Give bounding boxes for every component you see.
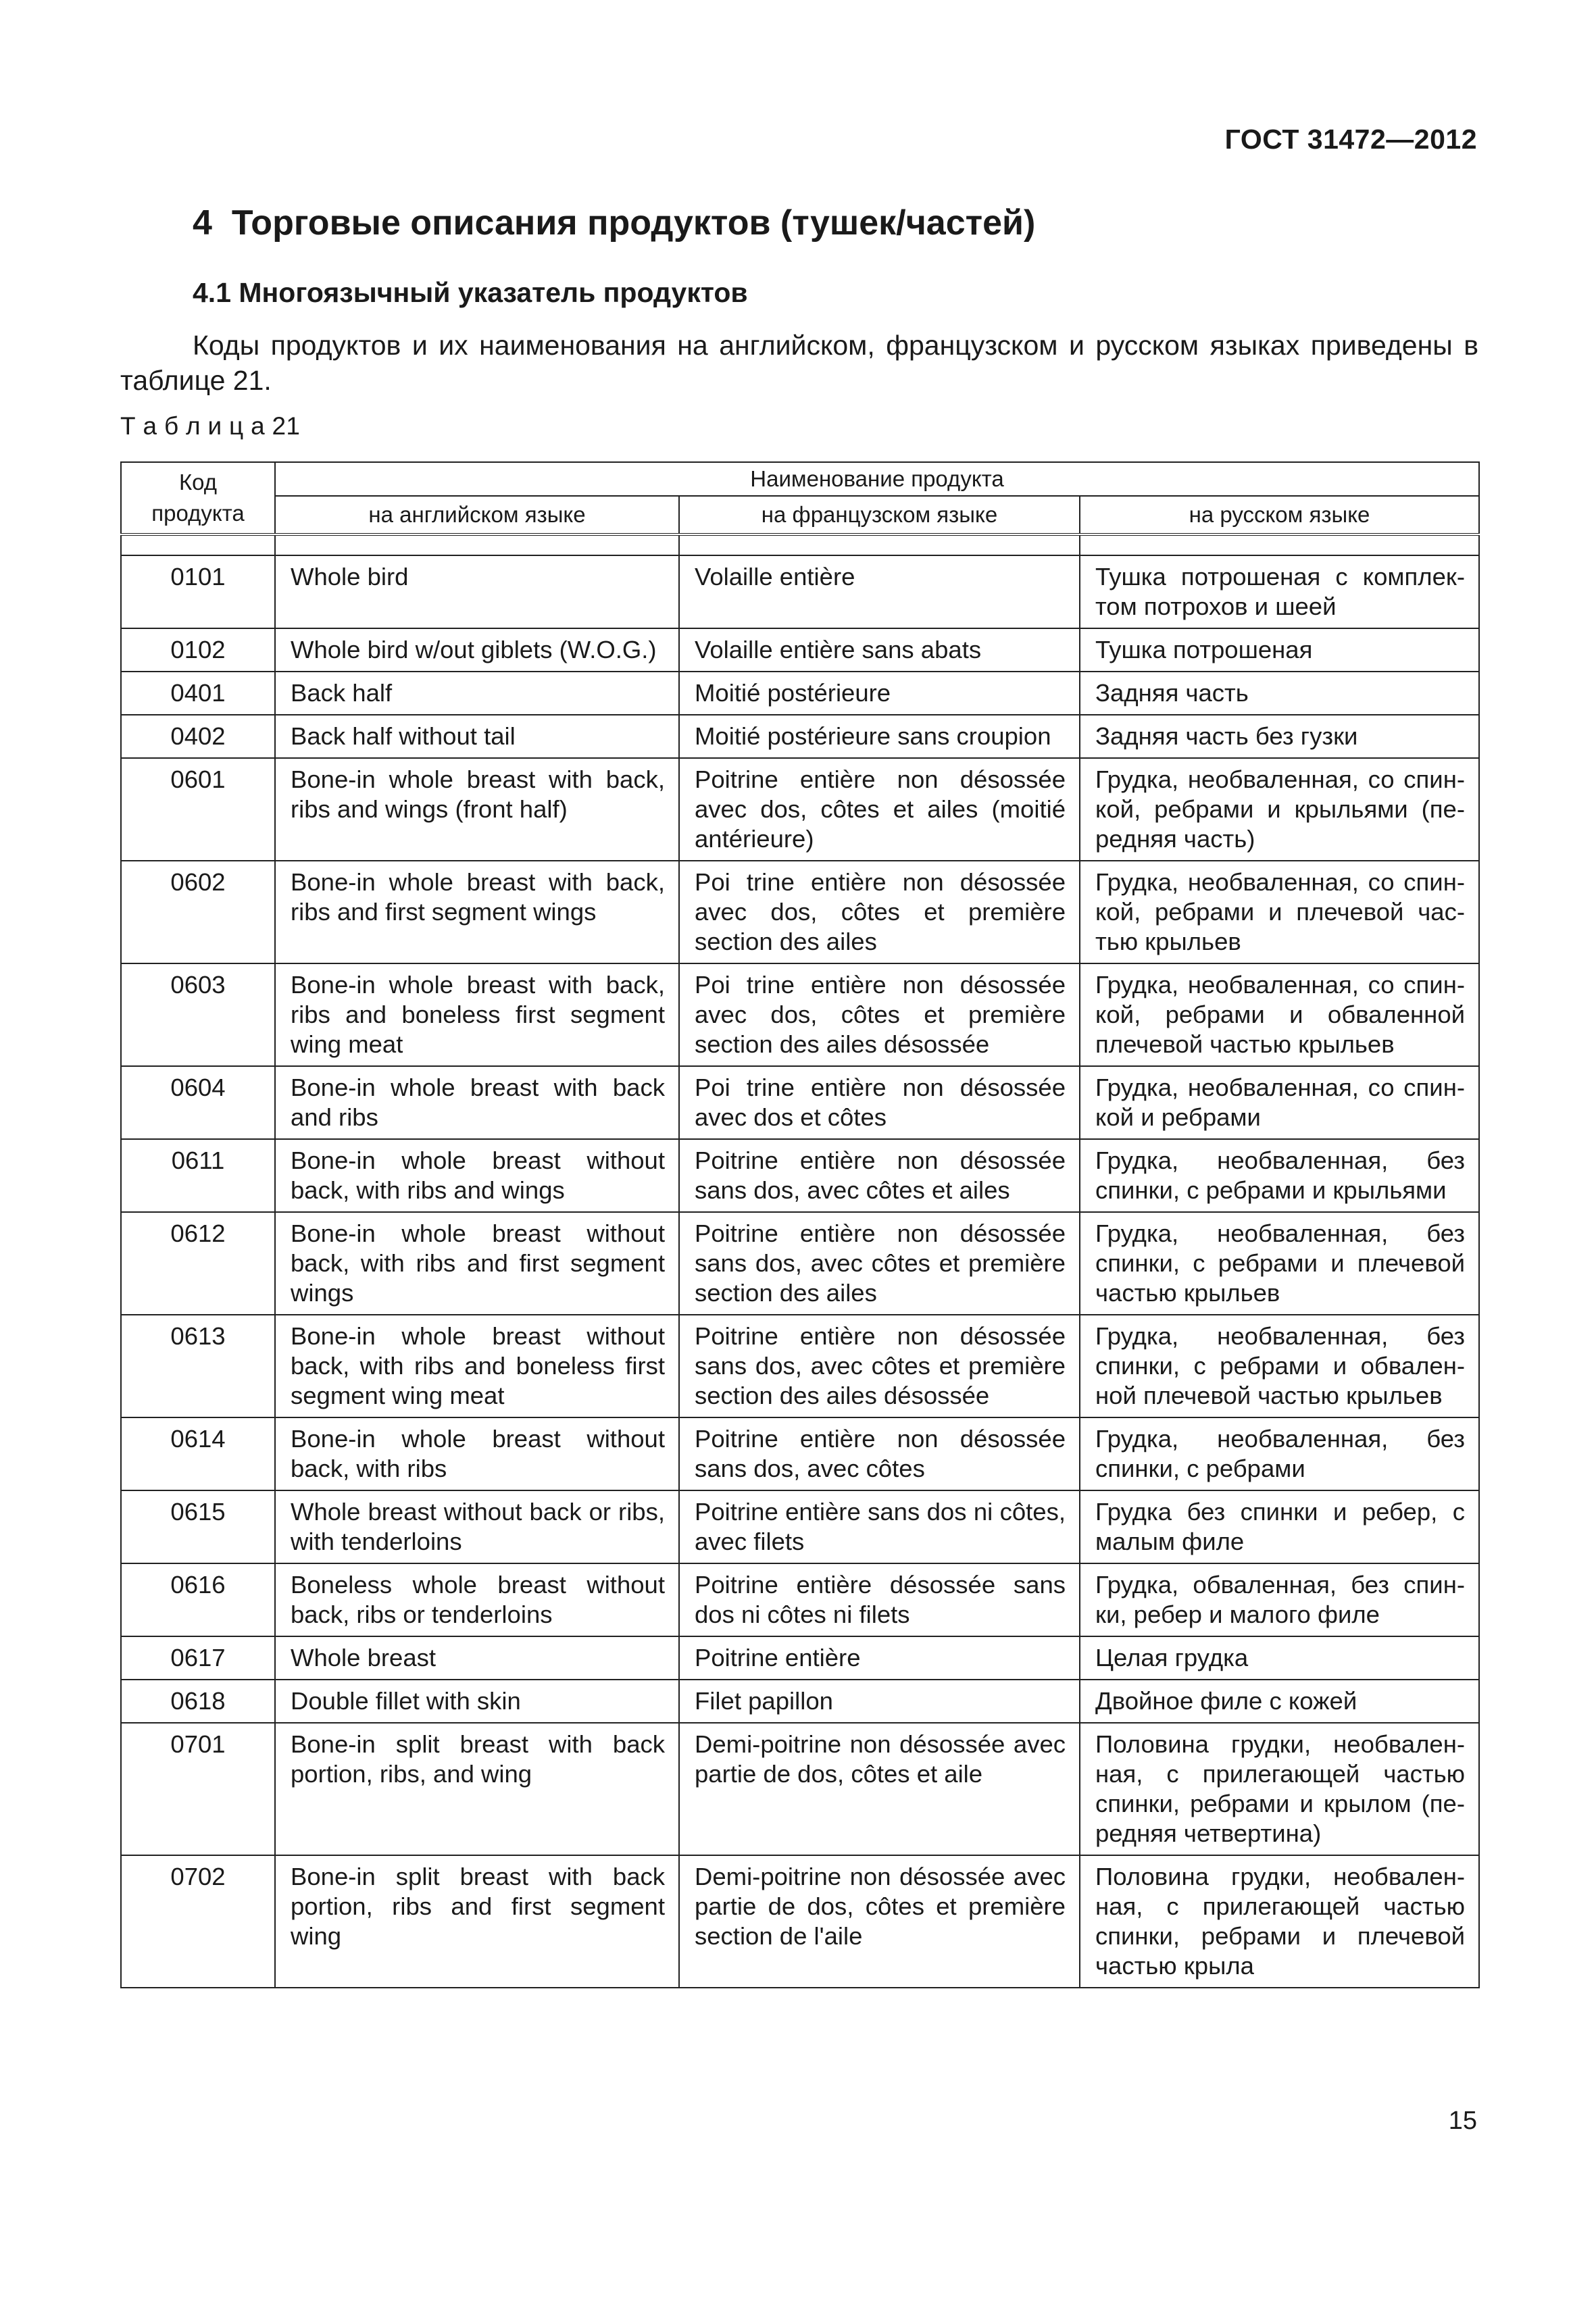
header-code-label: Код продукта [151, 470, 245, 526]
english-name-cell: Bone-in whole breast with back, ribs and first segment wings [275, 861, 679, 963]
table-row [121, 1212, 1479, 1315]
table-row [121, 1417, 1479, 1490]
french-name-cell: Poitrine entière non désossée sans dos, avec côtes et première section des ailes désossée [679, 1315, 1080, 1417]
product-code-cell: 0613 [121, 1315, 275, 1417]
header-english: на английском языке [275, 496, 679, 534]
table-row [121, 672, 1479, 715]
french-name-cell: Volaille entière [679, 555, 1080, 628]
french-name-cell: Poi trine entière non désossée avec dos, côtes et première section des ailes [679, 861, 1080, 963]
french-name-cell: Poitrine entière désossée sans dos ni côtes ni filets [679, 1563, 1080, 1636]
french-name-cell: Volaille entière sans abats [679, 628, 1080, 672]
russian-name-cell: Целая грудка [1080, 1636, 1479, 1680]
product-code-cell: 0603 [121, 963, 275, 1066]
english-name-cell: Boneless whole breast without back, ribs or tenderloins [275, 1563, 679, 1636]
product-code-cell: 0612 [121, 1212, 275, 1315]
french-name-cell: Poitrine entière non désossée sans dos, avec côtes et ailes [679, 1139, 1080, 1212]
product-code-cell: 0601 [121, 758, 275, 861]
product-code-cell: 0401 [121, 672, 275, 715]
french-name-cell: Moitié postérieure sans croupion [679, 715, 1080, 758]
table-row [121, 963, 1479, 1066]
table-body [121, 555, 1479, 1988]
english-name-cell: Whole bird w/out giblets (W.O.G.) [275, 628, 679, 672]
russian-name-cell: Задняя часть [1080, 672, 1479, 715]
russian-name-cell: Грудка, необваленная, без спинки, с ребрами [1080, 1417, 1479, 1490]
russian-name-cell: Тушка потрошеная с комплектом потрохов и шеей [1080, 555, 1479, 628]
product-code-cell: 0615 [121, 1490, 275, 1563]
table-row [121, 555, 1479, 628]
english-name-cell: Bone-in whole breast with back, ribs and wings (front half) [275, 758, 679, 861]
french-name-cell: Poitrine entière non désossée avec dos, côtes et ailes (moitié antérieure) [679, 758, 1080, 861]
product-code-cell: 0616 [121, 1563, 275, 1636]
english-name-cell: Whole bird [275, 555, 679, 628]
product-code-cell: 0618 [121, 1680, 275, 1723]
english-name-cell: Whole breast [275, 1636, 679, 1680]
table-row [121, 861, 1479, 963]
product-code-cell: 0102 [121, 628, 275, 672]
french-name-cell: Filet papillon [679, 1680, 1080, 1723]
russian-name-cell: Двойное филе с кожей [1080, 1680, 1479, 1723]
table-row [121, 715, 1479, 758]
russian-name-cell: Тушка потрошеная [1080, 628, 1479, 672]
russian-name-cell: Грудка без спинки и ребер, с малым филе [1080, 1490, 1479, 1563]
product-code-cell: 0617 [121, 1636, 275, 1680]
french-name-cell: Poitrine entière [679, 1636, 1080, 1680]
russian-name-cell: Грудка, необваленная, со спинкой и ребрами [1080, 1066, 1479, 1139]
russian-name-cell: Грудка, необваленная, без спинки, с ребрами и крыльями [1080, 1139, 1479, 1212]
table-row [121, 1855, 1479, 1988]
english-name-cell: Back half without tail [275, 715, 679, 758]
header-russian: на русском языке [1080, 496, 1479, 534]
english-name-cell: Bone-in whole breast without back, with ribs [275, 1417, 679, 1490]
english-name-cell: Bone-in whole breast without back, with ribs and wings [275, 1139, 679, 1212]
header-separator [121, 534, 1479, 555]
subsection-title: 4.1 Многоязычный указатель продуктов [193, 277, 748, 308]
french-name-cell: Poitrine entière non désossée sans dos, avec côtes [679, 1417, 1080, 1490]
product-code-cell: 0702 [121, 1855, 275, 1988]
table-row [121, 1139, 1479, 1212]
header-french: на французском языке [679, 496, 1080, 534]
table-row [121, 758, 1479, 861]
russian-name-cell: Половина грудки, необваленная, с прилегающей частью спинки, ребрами и крылом (передняя четвертина) [1080, 1723, 1479, 1855]
russian-name-cell: Грудка, необваленная, без спинки, с ребрами и обваленной плечевой частью крыльев [1080, 1315, 1479, 1417]
table-row [121, 1315, 1479, 1417]
table-row [121, 1563, 1479, 1636]
french-name-cell: Poi trine entière non désossée avec dos et côtes [679, 1066, 1080, 1139]
product-code-cell: 0402 [121, 715, 275, 758]
english-name-cell: Bone-in split breast with back portion, ribs, and wing [275, 1723, 679, 1855]
english-name-cell: Bone-in split breast with back portion, ribs and first segment wing [275, 1855, 679, 1988]
product-table [120, 461, 1480, 1988]
product-code-cell: 0602 [121, 861, 275, 963]
english-name-cell: Double fillet with skin [275, 1680, 679, 1723]
russian-name-cell: Задняя часть без гузки [1080, 715, 1479, 758]
french-name-cell: Demi-poitrine non désossée avec partie de dos, côtes et première section de l'aile [679, 1855, 1080, 1988]
english-name-cell: Bone-in whole breast without back, with ribs and boneless first segment wing meat [275, 1315, 679, 1417]
russian-name-cell: Грудка, обваленная, без спинки, ребер и малого филе [1080, 1563, 1479, 1636]
russian-name-cell: Грудка, необваленная, без спинки, с ребрами и плечевой частью крыльев [1080, 1212, 1479, 1315]
page-number: 15 [1448, 2107, 1477, 2135]
document-code: ГОСТ 31472—2012 [1224, 124, 1477, 155]
table-row [121, 1723, 1479, 1855]
english-name-cell: Back half [275, 672, 679, 715]
french-name-cell: Poitrine entière sans dos ni côtes, avec filets [679, 1490, 1080, 1563]
product-code-cell: 0614 [121, 1417, 275, 1490]
intro-paragraph: Коды продуктов и их наименования на английском, французском и русском языках приведены в таблице 21. [120, 330, 1478, 396]
russian-name-cell: Грудка, необваленная, со спинкой, ребрами и крыльями (передняя часть) [1080, 758, 1479, 861]
english-name-cell: Bone-in whole breast without back, with ribs and first segment wings [275, 1212, 679, 1315]
table-row [121, 1636, 1479, 1680]
table-row [121, 628, 1479, 672]
russian-name-cell: Грудка, необваленная, со спинкой, ребрами и плечевой частью крыльев [1080, 861, 1479, 963]
table-row [121, 1490, 1479, 1563]
product-code-cell: 0604 [121, 1066, 275, 1139]
english-name-cell: Bone-in whole breast with back and ribs [275, 1066, 679, 1139]
french-name-cell: Poi trine entière non désossée avec dos, côtes et première section des ailes désossée [679, 963, 1080, 1066]
table-row [121, 1066, 1479, 1139]
russian-name-cell: Половина грудки, необваленная, с прилегающей частью спинки, ребрами и плечевой частью крыла [1080, 1855, 1479, 1988]
french-name-cell: Moitié postérieure [679, 672, 1080, 715]
french-name-cell: Demi-poitrine non désossée avec partie de dos, côtes et aile [679, 1723, 1080, 1855]
table-caption: Т а б л и ц а 21 [120, 412, 301, 440]
header-name-group: Наименование продукта [275, 462, 1479, 496]
english-name-cell: Whole breast without back or ribs, with tenderloins [275, 1490, 679, 1563]
table-row [121, 1680, 1479, 1723]
product-code-cell: 0701 [121, 1723, 275, 1855]
product-code-cell: 0101 [121, 555, 275, 628]
russian-name-cell: Грудка, необваленная, со спинкой, ребрами и обваленной плечевой частью крыльев [1080, 963, 1479, 1066]
header-code [121, 462, 275, 534]
section-title: 4 Торговые описания продуктов (тушек/частей) [193, 203, 1036, 243]
english-name-cell: Bone-in whole breast with back, ribs and boneless first segment wing meat [275, 963, 679, 1066]
french-name-cell: Poitrine entière non désossée sans dos, avec côtes et première section des ailes [679, 1212, 1080, 1315]
product-code-cell: 0611 [121, 1139, 275, 1212]
